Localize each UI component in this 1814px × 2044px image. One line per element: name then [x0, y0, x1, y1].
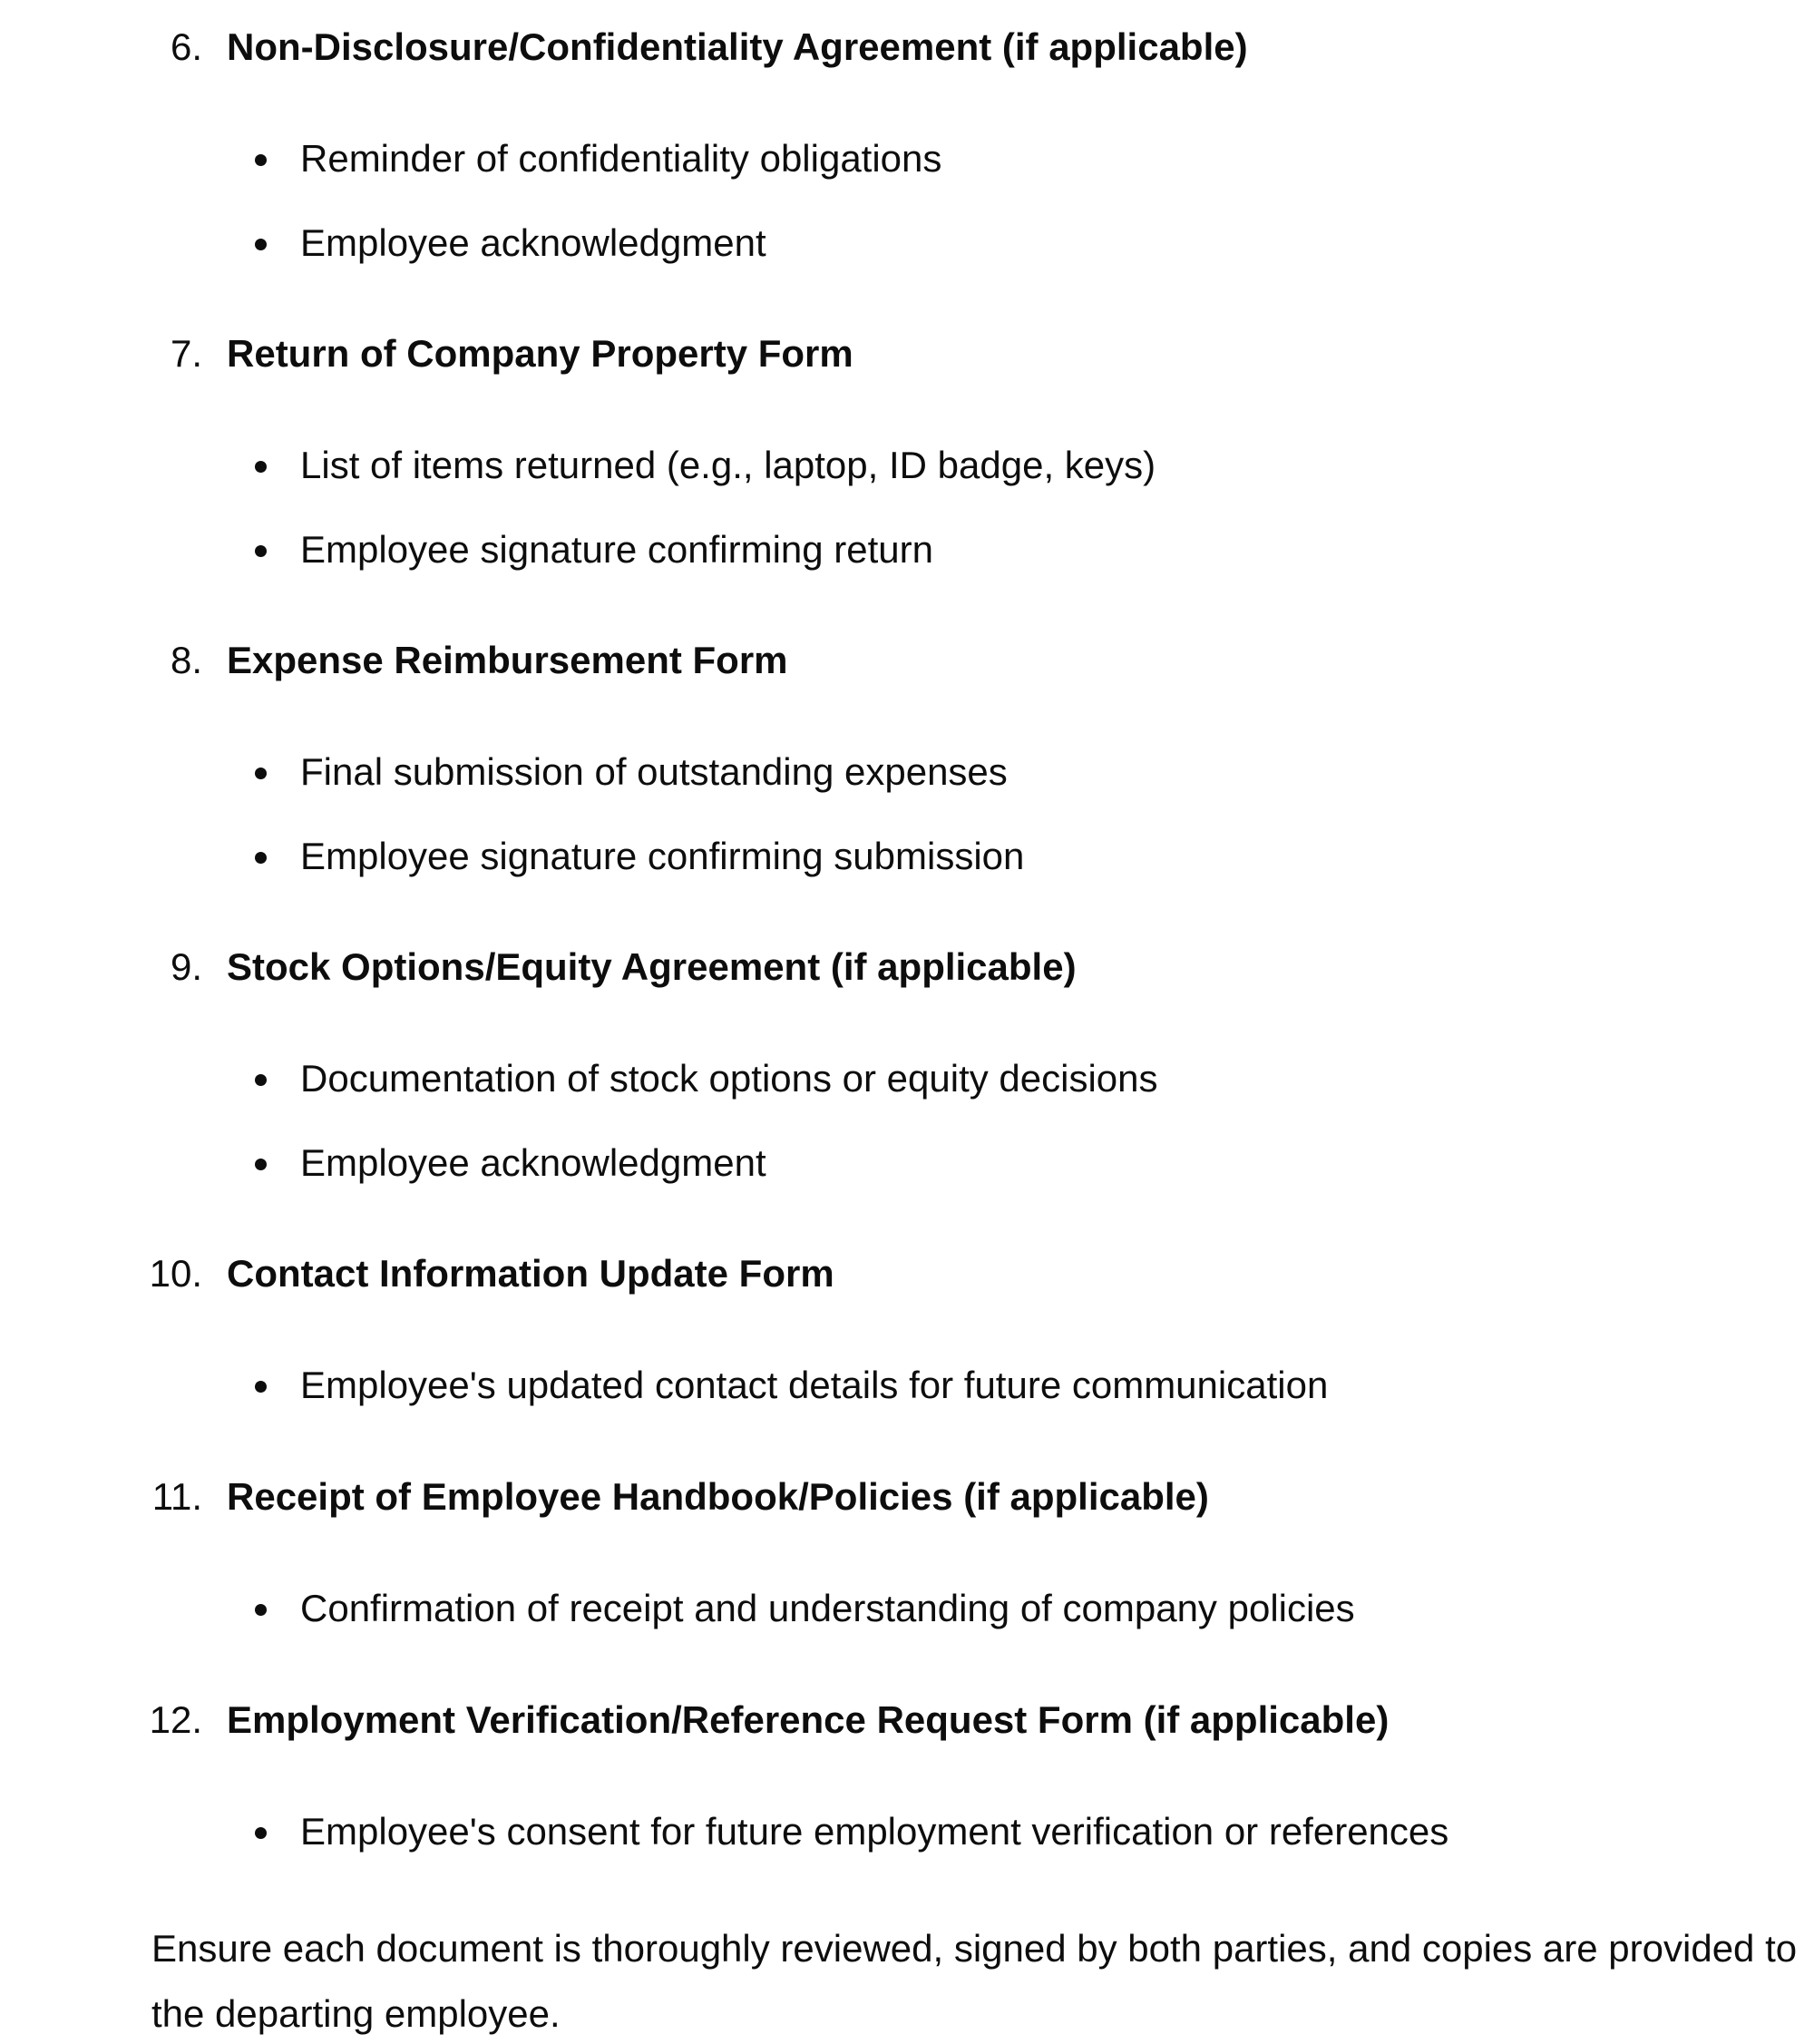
bullet-icon: [255, 1381, 267, 1393]
item-11-title: Receipt of Employee Handbook/Policies (if applicable): [227, 1475, 1209, 1518]
item-8-title: Expense Reimbursement Form: [227, 639, 788, 681]
item-6-number: 6.: [170, 25, 202, 68]
list-item: [0, 218, 1814, 269]
list-item: [0, 831, 1814, 882]
item-10-title: Contact Information Update Form: [227, 1252, 834, 1295]
list-item-text: Final submission of outstanding expenses: [300, 750, 1008, 793]
bullet-icon: [255, 239, 267, 250]
item-6-title: Non-Disclosure/Confidentiality Agreement (if applicable): [227, 25, 1248, 68]
list-item-text: Reminder of confidentiality obligations: [300, 137, 942, 180]
list-item-text: Confirmation of receipt and understanding of company policies: [300, 1587, 1355, 1629]
list-item-text: Employee signature confirming submission: [300, 835, 1025, 877]
list-item: [0, 524, 1814, 575]
list-item: [0, 1360, 1814, 1411]
item-12-number: 12.: [149, 1698, 202, 1741]
bullet-icon: [255, 545, 267, 557]
bullet-icon: [255, 852, 267, 864]
item-7-number: 7.: [170, 332, 202, 375]
item-7-title: Return of Company Property Form: [227, 332, 853, 375]
list-item: [0, 1806, 1814, 1857]
item-9-number: 9.: [170, 945, 202, 988]
list-item: [0, 1138, 1814, 1188]
list-item-text: Employee signature confirming return: [300, 528, 934, 571]
list-item-text: Employee acknowledgment: [300, 221, 766, 264]
bullet-icon: [255, 461, 267, 473]
list-item-text: Documentation of stock options or equity decisions: [300, 1057, 1158, 1100]
bullet-icon: [255, 1159, 267, 1170]
list-item: [0, 1053, 1814, 1104]
item-12-title: Employment Verification/Reference Request Form (if applicable): [227, 1698, 1390, 1741]
list-item: [0, 133, 1814, 184]
list-item-text: Employee's consent for future employment verification or references: [300, 1810, 1449, 1853]
list-item: [0, 1583, 1814, 1634]
closing-paragraph: Ensure each document is thoroughly reviewed, signed by both parties, and copies are provided to the departing employee.: [151, 1927, 1798, 2035]
list-item: [0, 747, 1814, 797]
bullet-icon: [255, 1827, 267, 1839]
item-8-number: 8.: [170, 639, 202, 681]
list-item-text: Employee acknowledgment: [300, 1141, 766, 1184]
list-item-text: Employee's updated contact details for future communication: [300, 1364, 1329, 1406]
list-item: [0, 440, 1814, 491]
bullet-icon: [255, 154, 267, 166]
bullet-icon: [255, 1074, 267, 1086]
bullet-icon: [255, 768, 267, 779]
bullet-icon: [255, 1604, 267, 1616]
item-9-title: Stock Options/Equity Agreement (if applicable): [227, 945, 1077, 988]
item-10-number: 10.: [149, 1252, 202, 1295]
item-11-number: 11.: [151, 1475, 202, 1518]
list-item-text: List of items returned (e.g., laptop, ID badge, keys): [300, 444, 1156, 486]
